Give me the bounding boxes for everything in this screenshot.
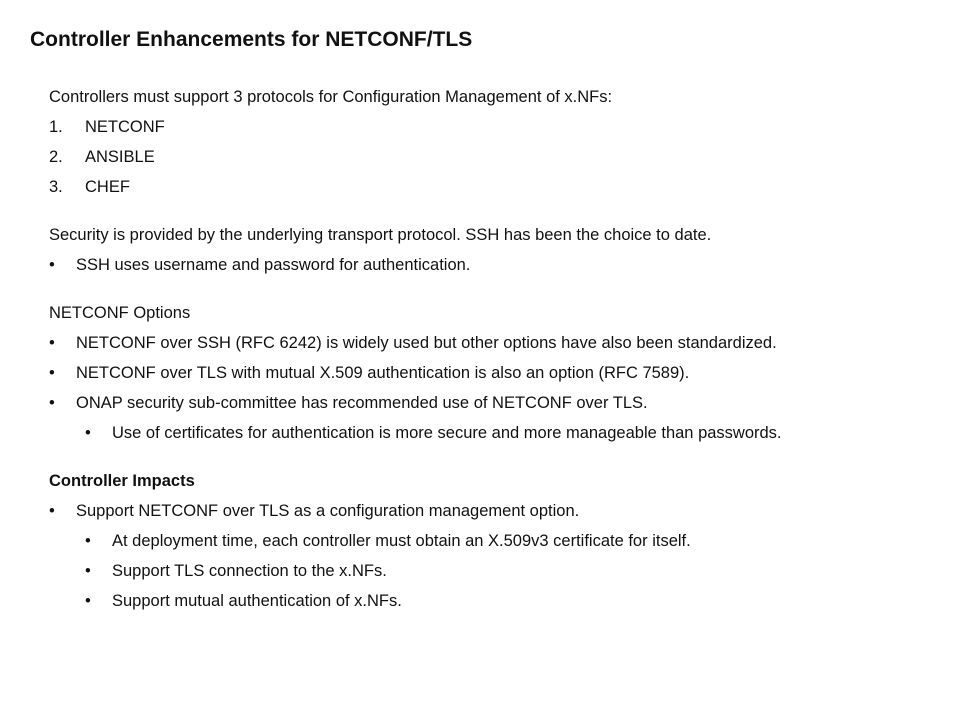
security-bullet [49, 250, 929, 280]
protocols-intro: Controllers must support 3 protocols for Configuration Management of x.NFs: [49, 88, 613, 106]
bullet-icon: • [85, 562, 91, 580]
controller-impact-sub-bullet [49, 526, 929, 556]
netconf-option-bullet [49, 388, 929, 418]
controller-impact-bullet [49, 496, 929, 526]
controller-impact-sub-bullet [49, 586, 929, 616]
list-number: 3. [49, 178, 63, 196]
bullet-text: Support mutual authentication of x.NFs. [112, 592, 402, 610]
netconf-options-heading: NETCONF Options [49, 304, 191, 322]
controller-impacts-heading: Controller Impacts [49, 472, 195, 490]
bullet-text: NETCONF over SSH (RFC 6242) is widely used but other options have also been standardized. [76, 334, 777, 352]
bullet-icon: • [85, 532, 91, 550]
netconf-option-sub-bullet [49, 418, 929, 448]
netconf-option-bullet [49, 328, 929, 358]
bullet-icon: • [49, 394, 55, 412]
controller-impact-sub-bullet [49, 556, 929, 586]
protocol-list-item [49, 112, 929, 142]
list-number: 1. [49, 118, 63, 136]
netconf-option-bullet [49, 358, 929, 388]
bullet-text: At deployment time, each controller must obtain an X.509v3 certificate for itself. [112, 532, 691, 550]
bullet-text: Support TLS connection to the x.NFs. [112, 562, 387, 580]
list-item-text: ANSIBLE [85, 148, 155, 166]
bullet-icon: • [49, 502, 55, 520]
protocol-list-item [49, 172, 929, 202]
bullet-icon: • [85, 424, 91, 442]
bullet-text: SSH uses username and password for authentication. [76, 256, 471, 274]
list-item-text: NETCONF [85, 118, 165, 136]
bullet-icon: • [49, 334, 55, 352]
slide-body [49, 82, 929, 616]
list-number: 2. [49, 148, 63, 166]
bullet-text: NETCONF over TLS with mutual X.509 authentication is also an option (RFC 7589). [76, 364, 690, 382]
list-item-text: CHEF [85, 178, 130, 196]
bullet-icon: • [85, 592, 91, 610]
bullet-icon: • [49, 256, 55, 274]
bullet-text: ONAP security sub-committee has recommended use of NETCONF over TLS. [76, 394, 648, 412]
security-intro: Security is provided by the underlying transport protocol. SSH has been the choice to date. [49, 226, 712, 244]
protocol-list-item [49, 142, 929, 172]
bullet-icon: • [49, 364, 55, 382]
bullet-text: Support NETCONF over TLS as a configuration management option. [76, 502, 580, 520]
bullet-text: Use of certificates for authentication is more secure and more manageable than passwords. [112, 424, 782, 442]
page-title: Controller Enhancements for NETCONF/TLS [30, 28, 473, 51]
